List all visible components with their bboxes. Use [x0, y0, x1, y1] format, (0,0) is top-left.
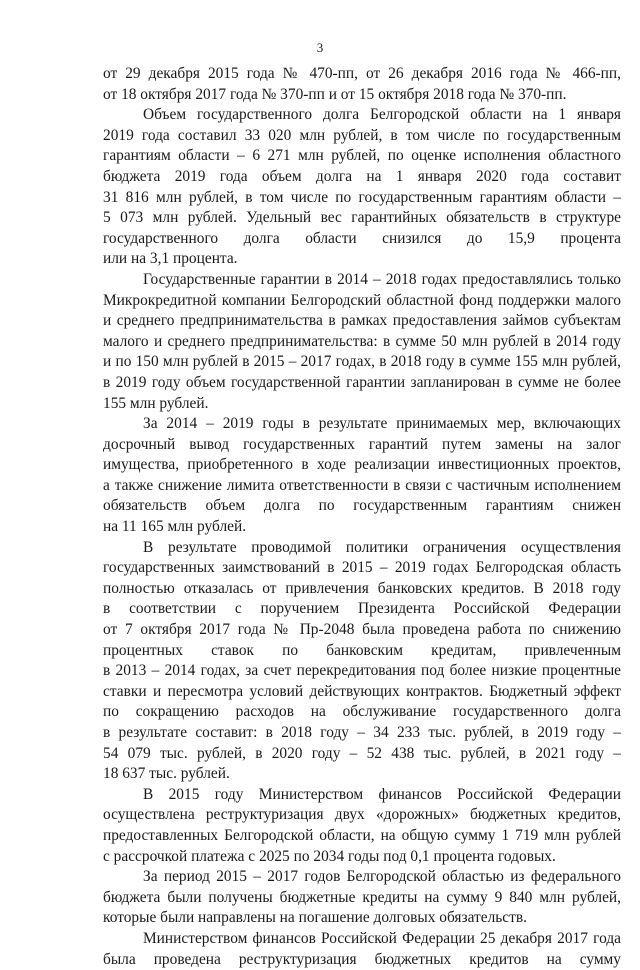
paragraph [103, 867, 621, 929]
text-line: по сокращению расходов на обслуживание государственного долга [103, 703, 621, 721]
text-line: бюджета были получены бюджетные кредиты на сумму 9 840 млн рублей, [103, 888, 621, 906]
text-line: государственного долга области снизился до 15,9 процента [103, 229, 621, 247]
text-line: и по 150 млн рублей в 2015 – 2017 годах, в 2018 году в сумме 155 млн рублей, [103, 353, 621, 371]
text-line: За период 2015 – 2017 годов Белгородской областью из федерального [143, 868, 621, 886]
text-line: обязательств объем долга по государственным гарантиям снижен [103, 497, 621, 515]
text-line: осуществлена реструктуризация двух «дорожных» бюджетных кредитов, [103, 806, 621, 824]
text-line: в 2013 – 2014 годах, за счет перекредитования под более низкие процентные [103, 662, 621, 680]
text-line: малого и среднего предпринимательства: в сумме 50 млн рублей в 2014 году [103, 332, 621, 350]
text-line: За 2014 – 2019 годы в результате принимаемых мер, включающих [143, 415, 621, 433]
paragraph [103, 270, 621, 414]
text-line: 54 079 тыс. рублей, в 2020 году – 52 438 тыс. рублей, в 2021 году – [103, 744, 621, 762]
text-line: процентных ставок по банковским кредитам, привлеченным [103, 641, 621, 659]
text-line: Государственные гарантии в 2014 – 2018 годах предоставлялись только [143, 270, 621, 288]
text-line: предоставленных Белгородской области, на общую сумму 1 719 млн рублей [103, 826, 621, 844]
text-line: государственных заимствований в 2015 – 2019 годах Белгородская область [103, 559, 621, 577]
text-line: в соответствии с поручением Президента Российской Федерации [103, 600, 621, 618]
text-line: досрочный вывод государственных гарантий путем замены на залог [103, 435, 621, 453]
text-line: гарантиям области – 6 271 млн рублей, по оценке исполнения областного [103, 147, 621, 165]
text-line: которые были направлены на погашение долговых обязательств. [103, 909, 527, 927]
text-line: 155 млн рублей. [103, 394, 209, 412]
text-line: В 2015 году Министерством финансов Российской Федерации [143, 785, 621, 803]
text-line: от 18 октября 2017 года № 370-пп и от 15 октября 2018 года № 370-пп. [103, 85, 567, 103]
text-line: была проведена реструктуризация бюджетных кредитов на сумму [103, 950, 621, 968]
paragraph [103, 538, 621, 785]
text-line: Объем государственного долга Белгородской области на 1 января [143, 106, 621, 124]
text-line: Министерством финансов Российской Федерации 25 декабря 2017 года [143, 929, 621, 947]
paragraph [103, 105, 621, 270]
document-body [103, 64, 621, 970]
text-line: 5 073 млн рублей. Удельный вес гарантийных обязательств в структуре [103, 209, 621, 227]
text-line: или на 3,1 процента. [103, 250, 238, 268]
text-line: бюджета 2019 года объем долга на 1 января 2020 года составит [103, 167, 621, 185]
text-line: а также снижение лимита ответственности в связи с частичным исполнением [103, 476, 621, 494]
text-line: на 11 165 млн рублей. [103, 518, 247, 536]
paragraph [103, 929, 621, 970]
text-line: в 2019 году объем государственной гарантии запланирован в сумме не более [103, 373, 621, 391]
text-line: от 7 октября 2017 года № Пр-2048 была проведена работа по снижению [103, 621, 621, 639]
text-line: и среднего предпринимательства в рамках предоставления займов субъектам [103, 312, 621, 330]
text-line: 18 637 тыс. рублей. [103, 765, 230, 783]
text-line: имущества, приобретенного в ходе реализации инвестиционных проектов, [103, 456, 621, 474]
text-line: В результате проводимой политики ограничения осуществления [143, 538, 621, 556]
text-line: с рассрочкой платежа с 2025 по 2034 годы под 0,1 процента годовых. [103, 847, 556, 865]
paragraph [103, 785, 621, 867]
paragraph [103, 414, 621, 538]
paragraph [103, 64, 621, 105]
text-line: полностью отказалась от привлечения банковских кредитов. В 2018 году [103, 579, 621, 597]
text-line: 2019 года составил 33 020 млн рублей, в том числе по государственным [103, 126, 621, 144]
text-line: ставки и пересмотра условий действующих контрактов. Бюджетный эффект [103, 682, 621, 700]
page-number: 3 [316, 40, 324, 55]
text-line: от 29 декабря 2015 года № 470-пп, от 26 декабря 2016 года № 466-пп, [103, 65, 621, 82]
text-line: 31 816 млн рублей, в том числе по государственным гарантиям области – [103, 188, 621, 206]
text-line: Микрокредитной компании Белгородский областной фонд поддержки малого [103, 291, 621, 309]
text-line: в результате составит: в 2018 году – 34 233 тыс. рублей, в 2019 году – [103, 724, 621, 741]
